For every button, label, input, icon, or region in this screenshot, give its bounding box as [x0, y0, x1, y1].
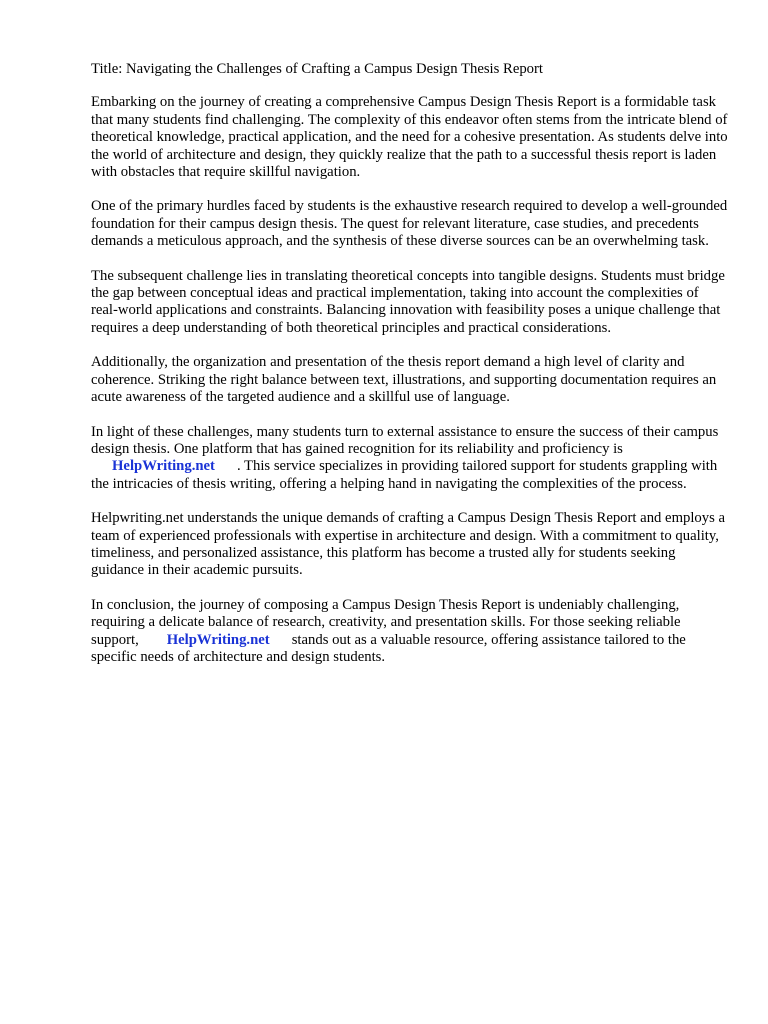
paragraph-conclusion-text-before: In conclusion, the journey of composing a Campus Design Thesis Report is undeniably challenging, requiring a delicate balance of research, creativity, and presentation skills. For those seeking reliable support,: [91, 596, 681, 648]
paragraph-intro: Embarking on the journey of creating a comprehensive Campus Design Thesis Report is a formidable task that many students find challenging. The complexity of this endeavor often stems from the intricate blend of theoretical knowledge, practical application, and the need for a cohesive presentation. As students delve into the world of architecture and design, they quickly realize that the path to a successful thesis report is laden with obstacles that require skillful navigation.: [91, 94, 728, 181]
paragraph-organization: Additionally, the organization and presentation of the thesis report demand a high level of clarity and coherence. Striking the right balance between text, illustrations, and supporting documentation requires an acute awareness of the targeted audience and a skillful use of language.: [91, 354, 717, 406]
paragraph-assistance-text-after: . This service specializes in providing tailored support for students grappling with the intricacies of thesis writing, offering a helping hand in navigating the complexities of the process.: [91, 458, 718, 492]
paragraph-helpwriting: Helpwriting.net understands the unique demands of crafting a Campus Design Thesis Report and employs a team of experienced professionals with expertise in architecture and design. With a commitment to quality, timeliness, and personalized assistance, this platform has become a trusted ally for students seeking guidance in their academic pursuits.: [91, 510, 726, 579]
document-title: Title: Navigating the Challenges of Crafting a Campus Design Thesis Report: [91, 61, 543, 77]
paragraph-assistance: [91, 424, 728, 494]
paragraph-assistance-text-before: In light of these challenges, many students turn to external assistance to ensure the success of their campus design thesis. One platform that has gained recognition for its reliability and proficiency is: [91, 423, 719, 457]
paragraph-conclusion-text-after: stands out as a valuable resource, offering assistance tailored to the specific needs of architecture and design students.: [91, 631, 686, 665]
paragraph-research: One of the primary hurdles faced by students is the exhaustive research required to develop a well-grounded foundation for their campus design thesis. The quest for relevant literature, case studies, and precedents demands a meticulous approach, and the synthesis of these diverse sources can be an overwhelming task.: [91, 198, 728, 250]
helpwriting-link[interactable]: HelpWriting.net: [112, 458, 215, 475]
paragraph-conclusion: [91, 597, 728, 667]
helpwriting-link-conclusion[interactable]: HelpWriting.net: [166, 631, 270, 648]
paragraph-design: The subsequent challenge lies in translating theoretical concepts into tangible designs. Students must bridge the gap between conceptual ideas and practical implementation, taking into account the complexities of real-world applications and constraints. Balancing innovation with feasibility poses a unique challenge that requires a deep understanding of both theoretical principles and practical considerations.: [91, 267, 725, 336]
